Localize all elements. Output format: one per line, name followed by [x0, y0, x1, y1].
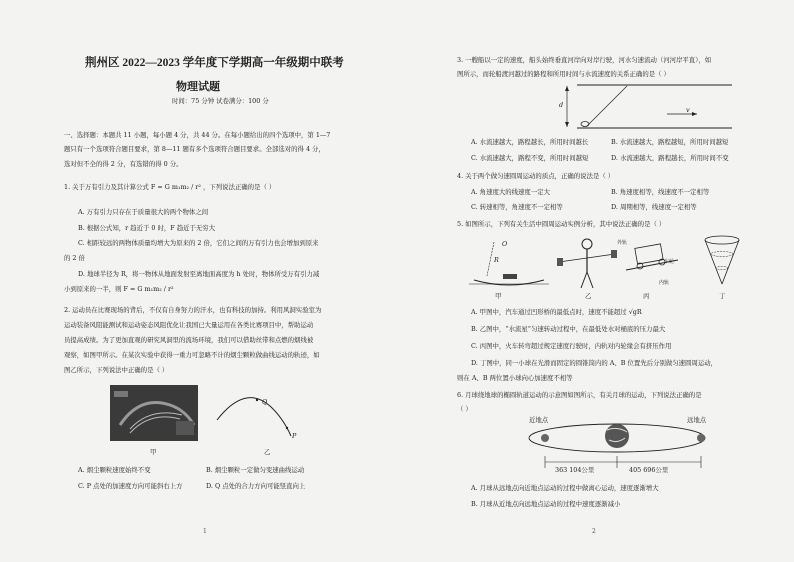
- near-distance-label: 363 104公里: [555, 466, 595, 474]
- far-distance-label: 405 696公里: [629, 466, 669, 474]
- fig-label-ding: 丁: [719, 292, 726, 300]
- concave-bridge-icon: [469, 232, 549, 290]
- fig-label-bing: 丙: [643, 292, 650, 300]
- q3-option: D. 水流速越大，路程越长，所用时间不变: [611, 154, 729, 162]
- wind-tunnel-photo-icon: [110, 385, 198, 441]
- q2-option: B. 烟尘颗粒一定做匀变速曲线运动: [206, 466, 305, 474]
- q3-stem-line: 3. 一艘船以一定的速度，船头始终垂直河岸向对岸行驶，河水匀速流动（河河岸平直），如: [457, 56, 712, 64]
- q4-option: A. 角速度大的线速度一定大: [471, 188, 550, 196]
- q5-option: B. 乙图中，“水流星”匀速转动过程中，在最低处水对桶底的压力最大: [471, 325, 666, 333]
- section-line: 选对但不全的得 2 分，有选错的得 0 分。: [64, 160, 183, 168]
- q4-stem: 4. 关于两个做匀速圆周运动的质点，正确的说法是（ ）: [457, 172, 615, 180]
- fig-label-jia: 甲: [495, 292, 502, 300]
- q5-stem: 5. 如图所示，下列有关生活中圆周运动实例分析，其中说法正确的是（ ）: [457, 220, 666, 228]
- q3-option: A. 水流速越大，路程越长，所用时间越长: [471, 138, 589, 146]
- q5-option: D. 丁图中，同一小球在光滑而固定的圆锥筒内的 A、B 位置先后分别做匀速圆周运动，: [471, 359, 718, 367]
- q3-stem-line: 图所示，而轮船渡河越过的路程和所用时间与水流速度的关系正确的是（ ）: [457, 70, 670, 78]
- q6-stem-line: （ ）: [457, 405, 472, 413]
- q2-stem-line: 运动装备风阻能测试和运动姿态风阻优化让我国已大量运用在各类比赛项目中，帮助运动: [64, 321, 314, 329]
- right-page: [397, 0, 794, 562]
- label-r: R: [494, 256, 499, 264]
- q2-stem-line: 观察，如图甲所示。在某次实验中获得一重力可忽略不计的烟尘颗粒做曲线运动的轨迹，如: [64, 351, 320, 359]
- q2-stem-line: 图乙所示，下列说法中正确的是（ ）: [64, 366, 169, 374]
- point-q-label: Q: [262, 398, 268, 406]
- label-v: v: [686, 106, 690, 114]
- fig-label-yi: 乙: [264, 448, 271, 456]
- label-inner-rail: 内轨: [659, 280, 670, 286]
- trajectory-figure: [215, 388, 315, 448]
- concave-bridge-figure: [469, 232, 549, 290]
- q5-option: C. 丙图中，火车转弯超过规定速度行驶时，内轨对内轮缘会有挤压作用: [471, 342, 672, 350]
- q2-stem-line: 2. 运动员在比赛现场的背后，不仅有自身努力的汗水，也有科技的加持。利用风洞实验室为: [64, 306, 322, 314]
- q4-option: C. 转速相等，角速度不一定相等: [471, 203, 563, 211]
- q3-option: C. 水流速越大，路程不变，所用时间越短: [471, 154, 589, 162]
- q1-option: D. 地球半径为 R，将一物体从地面发射至离地面高度为 h 处时，物体所受万有引力减: [78, 270, 320, 278]
- q2-stem-line: 员提高成绩。为了更加直观的研究风洞里的流场环境，我们可以借助丝带和点燃的烟线被: [64, 336, 314, 344]
- label-outer-rail: 外轨: [617, 240, 628, 246]
- q1-option-cont: 小到原来的一半，则 F = G m₁m₂ / r²: [64, 285, 174, 293]
- q6-option: A. 月球从远地点向近地点运动的过程中做离心运动，速度逐渐增大: [471, 484, 659, 492]
- river-diagram-icon: [557, 82, 737, 132]
- q2-option: D. Q 点处的合力方向可能竖直向上: [206, 482, 306, 490]
- q4-option: B. 角速度相等，线速度不一定相等: [611, 188, 710, 196]
- q6-stem-line: 6. 月球绕地球的椭圆轨道运动的示意图如图所示，有关月球的运动，下列说法正确的是: [457, 391, 702, 399]
- q5-option: A. 甲图中，汽车通过凹形桥的最低点时，速度不能超过 √gR: [471, 308, 642, 316]
- wind-tunnel-photo: [110, 385, 198, 441]
- q1-option: A. 万有引力只存在于质量很大的两个物体之间: [78, 208, 209, 216]
- water-bucket-figure: [557, 234, 617, 292]
- exam-meta: 时间：75 分钟 试卷满分：100 分: [172, 97, 269, 105]
- q3-option: B. 水流速越大，路程越短，所用时间越短: [611, 138, 729, 146]
- exam-subtitle: 物理试题: [176, 81, 220, 93]
- q2-option: C. P 点处的加速度方向可能斜右上方: [78, 482, 183, 490]
- point-p-label: P: [292, 432, 297, 440]
- cone-figure: [702, 234, 742, 290]
- exam-title: 荆州区 2022—2023 学年度下学期高一年级期中联考: [85, 57, 344, 69]
- section-line: 题只有一个选项符合题目要求，第 8—11 题有多个选项符合题目要求。全部选对的得 4 分，: [64, 145, 325, 153]
- page-number: 2: [592, 528, 596, 535]
- q1-stem: 1. 关于万有引力及其计算公式 F = G m₁m₂ / r² ，下列说法正确的是（ ）: [64, 183, 276, 191]
- label-wheel: 车轮: [664, 259, 675, 265]
- q6-option: B. 月球从近地点向远地点运动的过程中速度逐渐减小: [471, 500, 621, 508]
- cone-icon: [702, 234, 742, 290]
- q1-option: B. 根据公式知，r 趋近于 0 时，F 趋近于无穷大: [78, 224, 216, 232]
- q2-option: A. 烟尘颗粒速度始终不变: [78, 466, 151, 474]
- river-figure: [557, 82, 737, 132]
- fig-label-jia: 甲: [150, 448, 157, 456]
- page-number: 1: [203, 528, 207, 535]
- q4-option: D. 周期相等，线速度一定相等: [611, 203, 697, 211]
- water-bucket-icon: [557, 234, 617, 292]
- section-line: 一、选择题：本题共 11 小题，每小题 4 分，共 44 分。在每小题给出的四个选项中，第 1—7: [64, 131, 331, 139]
- label-o: O: [502, 240, 508, 248]
- far-point-label: 远地点: [687, 416, 707, 424]
- q5-option-cont: 则在 A、B 两位置小球向心加速度不相等: [457, 374, 573, 382]
- label-d: d: [559, 101, 564, 109]
- near-point-label: 近地点: [529, 416, 549, 424]
- q1-option: C. 相距较远的两物体质量均增大为原来的 2 倍，它们之间的万有引力也会增加到原来: [78, 239, 319, 247]
- fig-label-yi: 乙: [585, 292, 592, 300]
- trajectory-curve-icon: [215, 388, 315, 448]
- q1-option-cont: 的 2 倍: [64, 254, 85, 262]
